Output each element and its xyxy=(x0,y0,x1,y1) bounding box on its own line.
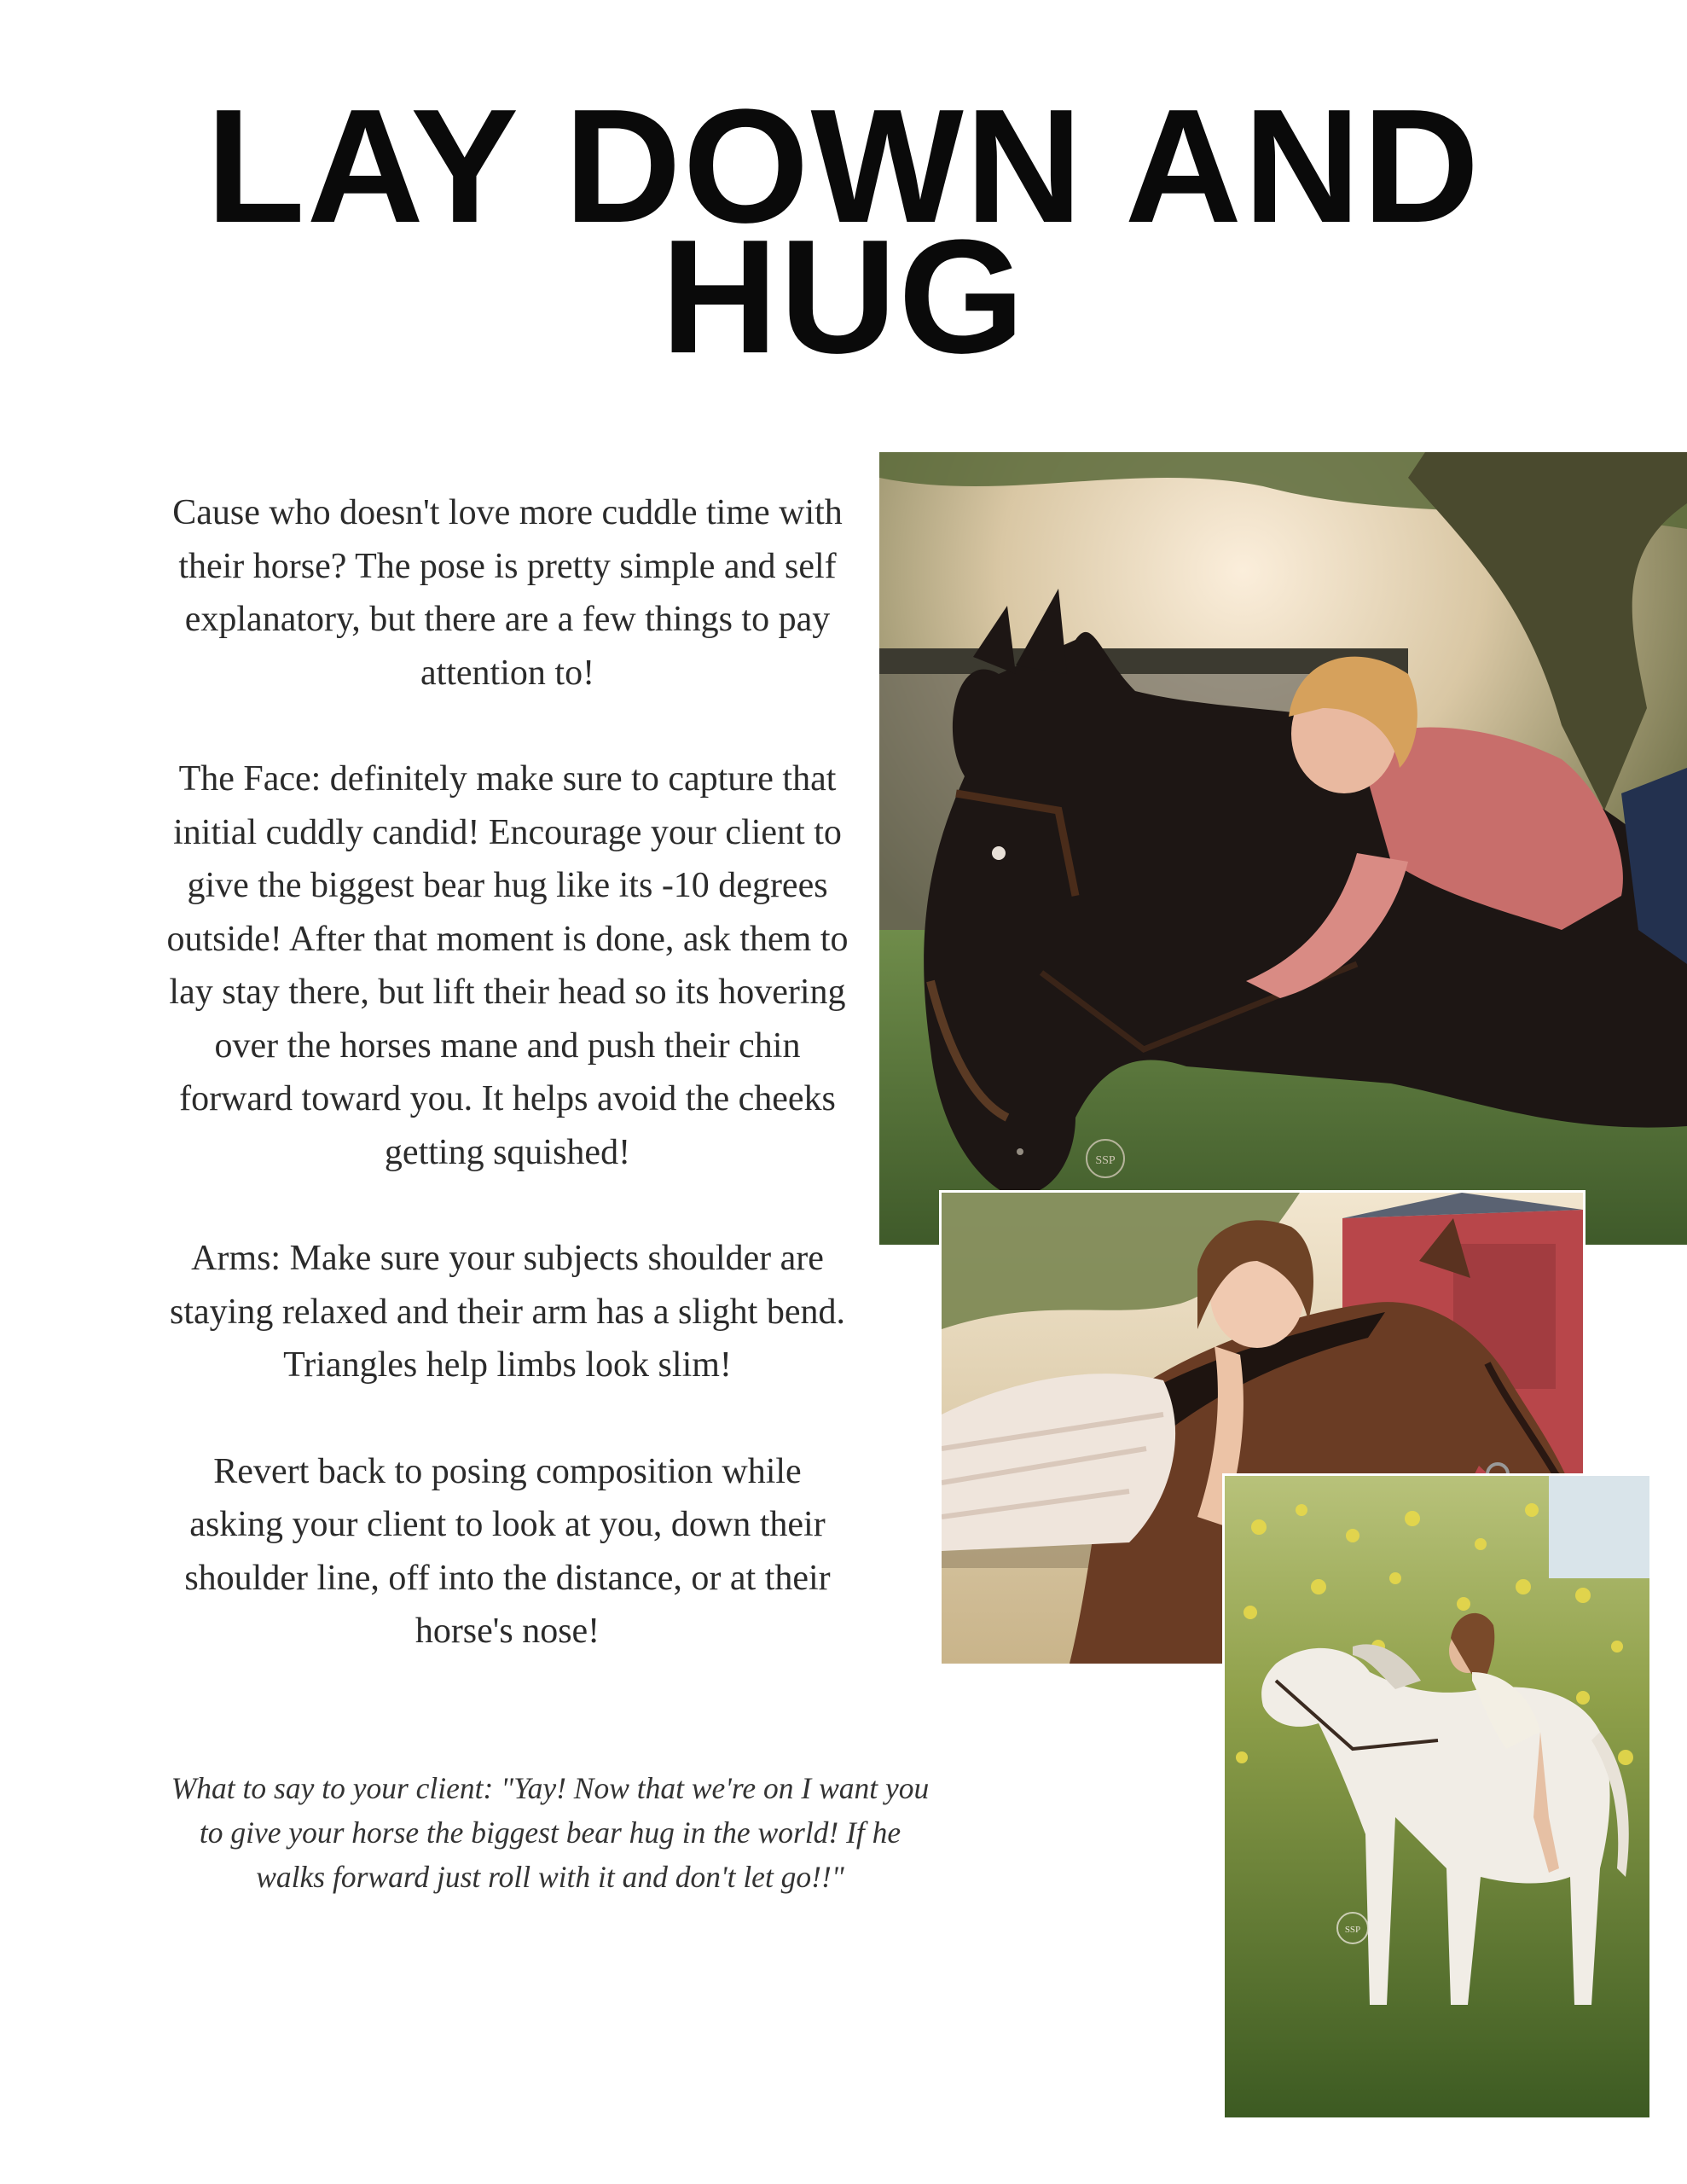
photo-white-horse-hug-image xyxy=(1225,1476,1649,2117)
photo-white-horse-hug xyxy=(1225,1476,1649,2117)
page-title xyxy=(0,76,1687,387)
page-title-line-2: HUG xyxy=(660,206,1027,387)
photo-dark-horse-hug xyxy=(879,452,1687,1245)
arms-tip-paragraph: Arms: Make sure your subjects shoulder are staying relaxed and their arm has a slight bend. Triangles help limbs look slim! xyxy=(170,1239,845,1385)
body-text-column xyxy=(166,486,849,1711)
composition-tip-paragraph: Revert back to posing composition while asking your client to look at you, down their shoulder line, off into the distance, or at their horse's nose! xyxy=(184,1451,831,1651)
face-tip-paragraph: The Face: definitely make sure to capture that initial cuddly candid! Encourage your client to give the biggest bear hug like its -10 degrees outside! After that moment is done, ask them to lay stay there, but lift their head so its hovering over the horses mane and push their chin forward toward you. It helps avoid the cheeks getting squished! xyxy=(166,759,849,1172)
page-title-line-1: LAY DOWN AND xyxy=(206,76,1481,257)
watermark-text-1: SSP xyxy=(1095,1154,1116,1167)
watermark-text-3: SSP xyxy=(1344,1925,1361,1935)
intro-paragraph: Cause who doesn't love more cuddle time with their horse? The pose is pretty simple and self explanatory, but there are a few things to pay attention to! xyxy=(172,493,843,693)
client-script-quote: What to say to your client: "Yay! Now that we're on I want you to give your horse the biggest bear hug in the world! If he walks forward just roll with it and don't let go!!" xyxy=(171,1771,930,1894)
photo-dark-horse-hug-image xyxy=(879,452,1687,1245)
